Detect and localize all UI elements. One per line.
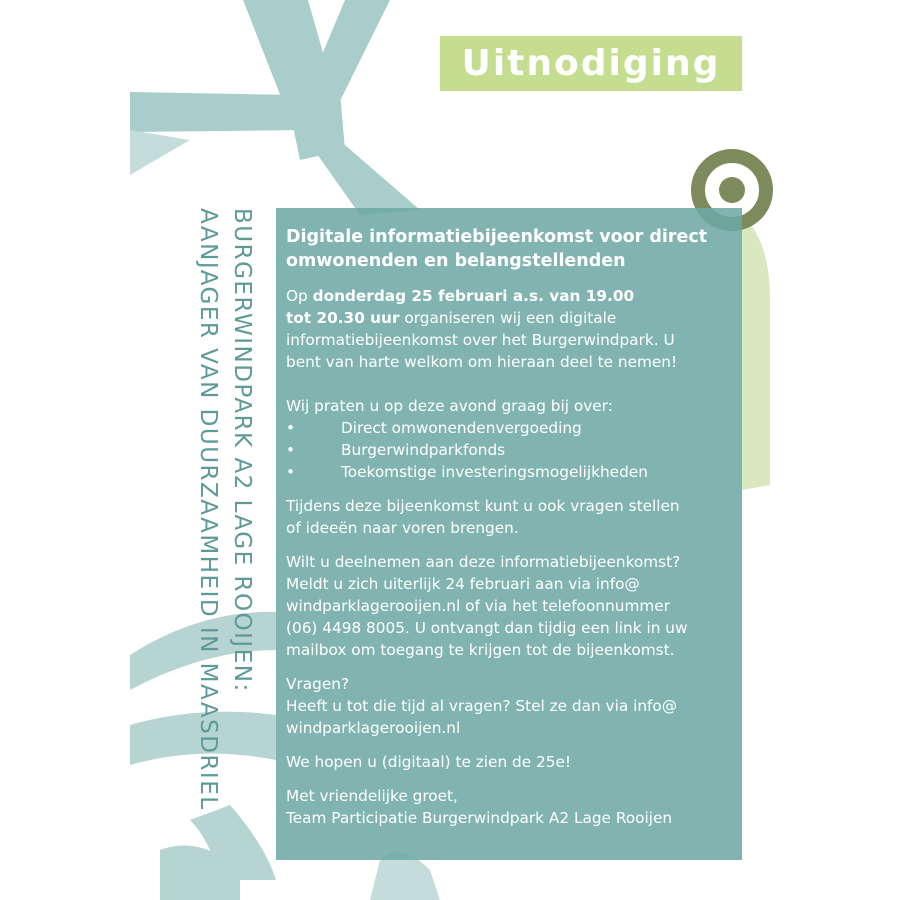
intro-text-2: organiseren wij een digitale (399, 309, 617, 327)
signup-line-4: (06) 4498 8005. U ontvangt dan tijdig een link in uw (286, 619, 688, 637)
turbine-graphic (130, 0, 420, 215)
signup-line-1: Wilt u deelnemen aan deze informatiebijeenkomst? (286, 553, 681, 571)
invitation-panel (276, 208, 742, 860)
event-date: donderdag 25 februari a.s. van 19.00 (312, 287, 635, 305)
closing-line: We hopen u (digitaal) te zien de 25e! (286, 753, 572, 771)
intro-paragraph (286, 285, 732, 373)
topic-label: Toekomstige investeringsmogelijkheden (341, 463, 648, 481)
topics-list (286, 417, 732, 483)
turbine-tower-left (130, 130, 190, 175)
ring-inner-icon (719, 177, 745, 203)
turbine-blade-left (130, 92, 305, 132)
bullet-icon: • (286, 441, 296, 459)
signup-line-3: windparklagerooijen.nl of via het telefoonnummer (286, 597, 670, 615)
questions-paragraph (286, 495, 732, 539)
intro-text-4: bent van harte welkom om hieraan deel te nemen! (286, 353, 678, 371)
intro-prefix: Op (286, 287, 313, 305)
vragen-line-1: Heeft u tot die tijd al vragen? Stel ze dan via info@ (286, 697, 678, 715)
signup-line-2: Meldt u zich uiterlijk 24 februari aan via info@ (286, 575, 640, 593)
list-item (286, 439, 732, 461)
heading-line-2: omwonenden en belangstellenden (286, 251, 626, 271)
list-item (286, 417, 732, 439)
vragen-label: Vragen? (286, 675, 350, 693)
vragen-paragraph (286, 673, 732, 739)
greeting: Met vriendelijke groet, (286, 787, 458, 805)
signup-paragraph (286, 551, 732, 661)
intro-text-3: informatiebijeenkomst over het Burgerwindpark. U (286, 331, 675, 349)
heading-line-1: Digitale informatiebijeenkomst voor direct (286, 227, 708, 247)
turbine-blade-lower (300, 130, 420, 215)
questions-line-1: Tijdens deze bijeenkomst kunt u ook vragen stellen (286, 497, 680, 515)
event-time: tot 20.30 uur (286, 309, 400, 327)
signature: Team Participatie Burgerwindpark A2 Lage Rooijen (286, 809, 673, 827)
signup-line-5: mailbox om toegang te krijgen tot de bijeenkomst. (286, 641, 675, 659)
topic-label: Direct omwonendenvergoeding (341, 419, 582, 437)
list-item (286, 461, 732, 483)
topic-label: Burgerwindparkfonds (341, 441, 506, 459)
page-title: Uitnodiging (461, 43, 721, 84)
bullet-icon: • (286, 463, 296, 481)
topics-intro: Wij praten u op deze avond graag bij over: (286, 397, 613, 415)
panel-heading (286, 225, 732, 273)
questions-line-2: of ideeën naar voren brengen. (286, 519, 519, 537)
bullet-icon: • (286, 419, 296, 437)
vragen-line-2: windparklagerooijen.nl (286, 719, 461, 737)
side-text-line-1: BURGERWINDPARK A2 LAGE ROOIJEN: (229, 208, 255, 693)
title-banner (440, 36, 742, 91)
lime-side-shape (742, 215, 770, 490)
side-text-line-2: AANJAGER VAN DUURZAAMHEID IN MAASDRIEL (195, 208, 221, 811)
signoff (286, 785, 732, 829)
